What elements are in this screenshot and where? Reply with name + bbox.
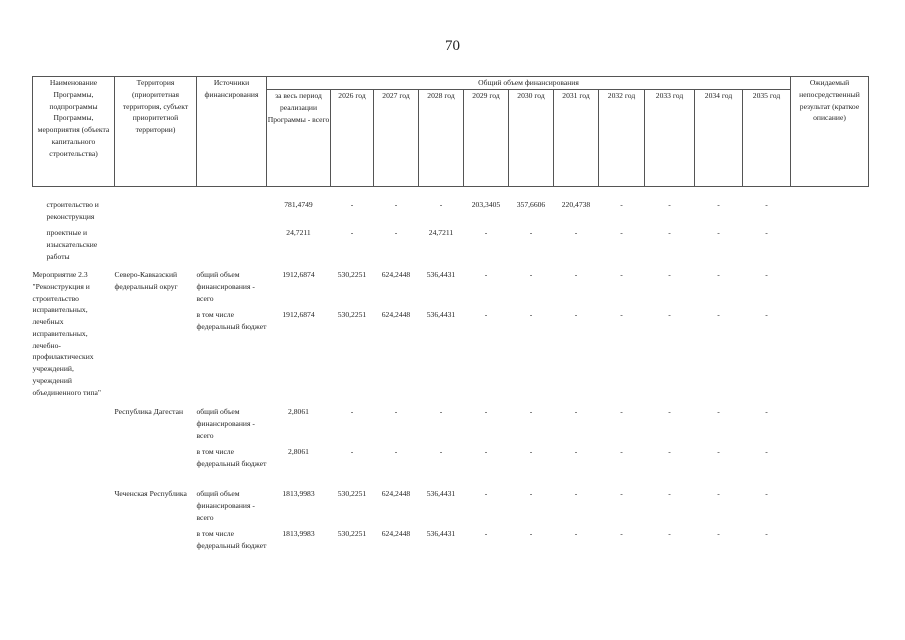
cell-territory: Чеченская Республика: [114, 489, 187, 498]
cell-value: 536,4431: [426, 310, 456, 319]
cell-value: -: [484, 407, 488, 416]
cell-value: -: [394, 447, 398, 456]
cell-result: [791, 528, 869, 566]
cell-value: -: [529, 529, 533, 538]
cell-value: 530,2251: [337, 270, 367, 279]
header-year: 2031 год: [554, 90, 599, 187]
cell-name: [33, 488, 115, 528]
cell-value: -: [484, 489, 488, 498]
cell-value: -: [529, 310, 533, 319]
cell-value: -: [484, 270, 488, 279]
header-year: 2034 год: [695, 90, 743, 187]
header-territory: Территория (приоритетная территория, субъект приоритетной территории): [115, 77, 197, 187]
cell-value: -: [574, 228, 578, 237]
header-result: Ожидаемый непосредственный результат (краткое описание): [791, 77, 869, 187]
header-year: 2027 год: [374, 90, 419, 187]
cell-value: -: [484, 310, 488, 319]
cell-source: общий объем финансирования - всего: [196, 489, 255, 522]
cell-value: -: [765, 529, 768, 538]
cell-value: -: [717, 489, 720, 498]
header-year: 2035 год: [743, 90, 791, 187]
cell-value: -: [765, 310, 768, 319]
cell-value: 624,2448: [381, 529, 411, 538]
cell-result: [791, 309, 869, 406]
cell-value: -: [620, 489, 623, 498]
cell-name: [33, 446, 115, 488]
table-row: [33, 406, 869, 446]
cell-value: -: [484, 529, 488, 538]
cell-territory: Республика Дагестан: [114, 407, 184, 416]
cell-value: 220,4738: [561, 200, 591, 209]
cell-value: -: [620, 529, 623, 538]
cell-value: -: [668, 447, 671, 456]
cell-value: -: [620, 310, 623, 319]
cell-territory: [115, 309, 197, 406]
table-row: [33, 309, 869, 406]
cell-value: -: [717, 310, 720, 319]
cell-value: 530,2251: [337, 310, 367, 319]
cell-value: -: [765, 200, 768, 209]
cell-source: [197, 199, 267, 227]
cell-value: -: [717, 407, 720, 416]
cell-value: -: [529, 447, 533, 456]
cell-value: -: [574, 447, 578, 456]
cell-value: -: [620, 447, 623, 456]
cell-name: Мероприятие 2.3 "Реконструкция и строительство исправительных, лечебных исправительных, лечебно-профилактических учреждений, учреждений объединенного типа": [32, 270, 101, 397]
header-year: 2030 год: [509, 90, 554, 187]
cell-total: 781,4749: [284, 200, 313, 209]
cell-value: -: [620, 270, 623, 279]
cell-value: -: [668, 228, 671, 237]
cell-value: -: [394, 407, 398, 416]
header-year: 2026 год: [331, 90, 374, 187]
cell-total: 1912,6874: [282, 310, 315, 319]
header-year: 2032 год: [599, 90, 645, 187]
cell-total: 24,7211: [286, 228, 311, 237]
cell-value: 24,7211: [428, 228, 454, 237]
cell-value: -: [574, 407, 578, 416]
cell-territory: [115, 199, 197, 227]
cell-name: проектные и изыскательские работы: [46, 228, 98, 261]
header-sources: Источники финансирования: [197, 77, 267, 187]
cell-value: -: [574, 489, 578, 498]
cell-value: 357,6606: [516, 200, 546, 209]
cell-value: -: [529, 270, 533, 279]
table-row: [33, 446, 869, 488]
cell-value: -: [668, 200, 671, 209]
header-year: 2033 год: [645, 90, 695, 187]
cell-value: -: [668, 529, 671, 538]
cell-source: в том числе федеральный бюджет: [196, 310, 267, 331]
cell-value: -: [484, 447, 488, 456]
cell-result: [791, 199, 869, 227]
cell-value: -: [765, 270, 768, 279]
cell-value: -: [717, 529, 720, 538]
table-row: [33, 488, 869, 528]
cell-value: 203,3405: [471, 200, 501, 209]
cell-territory: [115, 446, 197, 488]
page-number: 70: [445, 38, 460, 54]
cell-result: [791, 446, 869, 488]
cell-territory: [115, 528, 197, 566]
cell-value: -: [765, 447, 768, 456]
cell-value: -: [668, 407, 671, 416]
cell-value: -: [350, 407, 354, 416]
cell-value: -: [765, 489, 768, 498]
header-year: 2029 год: [464, 90, 509, 187]
cell-value: -: [765, 407, 768, 416]
cell-result: [791, 406, 869, 446]
header-total-period: за весь период реализации Программы - всего: [267, 90, 331, 187]
cell-value: -: [439, 447, 443, 456]
table-header: [33, 77, 869, 187]
cell-territory: [115, 227, 197, 269]
cell-value: -: [529, 228, 533, 237]
cell-value: -: [668, 270, 671, 279]
cell-source: в том числе федеральный бюджет: [196, 447, 267, 468]
cell-value: -: [574, 529, 578, 538]
cell-value: -: [574, 310, 578, 319]
cell-value: -: [394, 228, 398, 237]
cell-total: 2,8061: [288, 407, 309, 416]
cell-value: -: [439, 407, 443, 416]
cell-source: [197, 227, 267, 269]
cell-value: 536,4431: [426, 270, 456, 279]
cell-result: [791, 488, 869, 528]
cell-total: 2,8061: [288, 447, 309, 456]
cell-value: -: [350, 200, 354, 209]
header-year: 2028 год: [419, 90, 464, 187]
cell-name: строительство и реконструкция: [46, 200, 99, 221]
cell-value: -: [668, 310, 671, 319]
cell-value: -: [484, 228, 488, 237]
cell-value: -: [717, 447, 720, 456]
financing-table: [32, 76, 869, 566]
cell-total: 1813,9983: [282, 489, 315, 498]
header-total-group: Общий объем финансирования: [267, 77, 791, 90]
cell-value: -: [529, 407, 533, 416]
cell-name: [33, 528, 115, 566]
table-row: [33, 227, 869, 269]
cell-result: [791, 227, 869, 269]
cell-name: [33, 406, 115, 446]
cell-value: 536,4431: [426, 489, 456, 498]
cell-value: 624,2448: [381, 489, 411, 498]
cell-value: -: [529, 489, 533, 498]
cell-value: -: [717, 270, 720, 279]
cell-total: 1912,6874: [282, 270, 315, 279]
cell-value: -: [439, 200, 443, 209]
cell-value: -: [350, 228, 354, 237]
cell-value: 624,2448: [381, 310, 411, 319]
cell-value: -: [394, 200, 398, 209]
cell-source: в том числе федеральный бюджет: [196, 529, 267, 550]
table-row: [33, 269, 869, 309]
cell-value: -: [574, 270, 578, 279]
cell-value: -: [717, 200, 720, 209]
cell-value: 530,2251: [337, 529, 367, 538]
table-row: [33, 199, 869, 227]
cell-value: -: [765, 228, 768, 237]
cell-value: -: [620, 407, 623, 416]
cell-value: 530,2251: [337, 489, 367, 498]
cell-value: -: [350, 447, 354, 456]
cell-value: -: [620, 228, 623, 237]
cell-value: -: [717, 228, 720, 237]
cell-result: [791, 269, 869, 309]
cell-territory: Северо-Кавказский федеральный округ: [114, 270, 178, 291]
cell-value: -: [620, 200, 623, 209]
cell-total: 1813,9983: [282, 529, 315, 538]
cell-value: 536,4431: [426, 529, 456, 538]
cell-source: общий объем финансирования - всего: [196, 407, 255, 440]
table-row: [33, 528, 869, 566]
header-name: Наименование Программы, подпрограммы Программы, мероприятия (объекта капитального строительства): [33, 77, 115, 187]
cell-value: -: [668, 489, 671, 498]
cell-value: 624,2448: [381, 270, 411, 279]
cell-source: общий объем финансирования - всего: [196, 270, 255, 303]
